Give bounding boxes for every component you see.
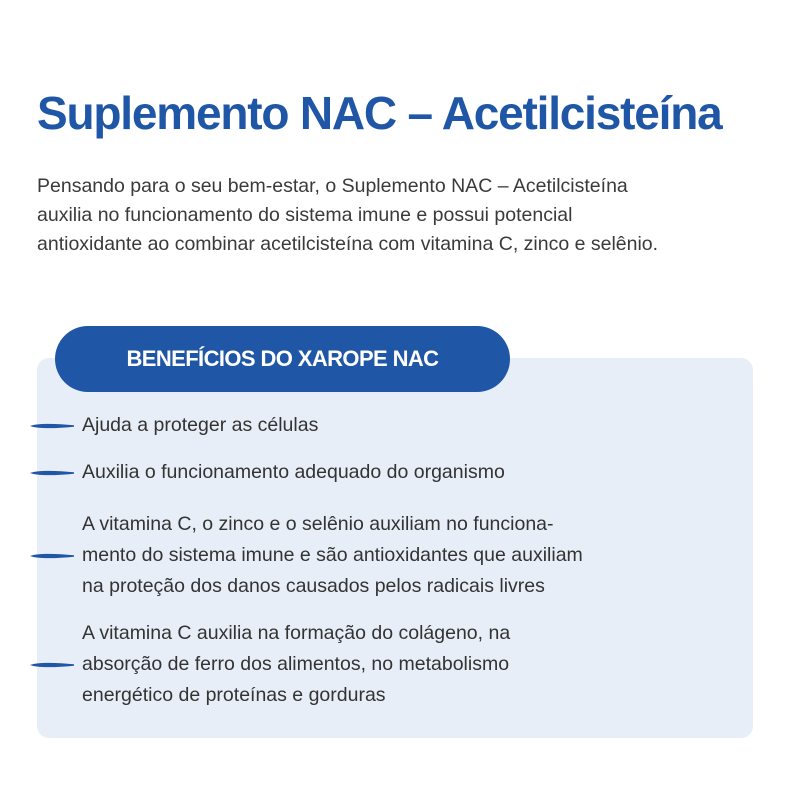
benefit-line: mento do sistema imune e são antioxidantes que auxiliam xyxy=(82,544,583,566)
intro-line: Pensando para o seu bem-estar, o Suplemento NAC – Acetilcisteína xyxy=(37,175,628,197)
benefit-text xyxy=(82,509,583,602)
benefit-text xyxy=(82,410,318,441)
brush-stroke-bullet-icon xyxy=(30,552,74,560)
benefit-line: A vitamina C, o zinco e o selênio auxiliam no funciona- xyxy=(82,513,554,535)
benefits-heading-pill xyxy=(55,326,510,392)
benefit-line: Auxilia o funcionamento adequado do organismo xyxy=(82,461,505,483)
benefit-item xyxy=(30,509,583,602)
intro-line: antioxidante ao combinar acetilcisteína com vitamina C, zinco e selênio. xyxy=(37,233,659,255)
brush-stroke-bullet-icon xyxy=(30,422,74,430)
benefit-line: energético de proteínas e gorduras xyxy=(82,684,386,706)
benefit-text xyxy=(82,457,505,488)
benefit-item xyxy=(30,618,510,711)
benefit-item xyxy=(30,410,318,441)
page-title: Suplemento NAC – Acetilcisteína xyxy=(37,87,722,139)
brush-stroke-bullet-icon xyxy=(30,469,74,477)
brush-stroke-bullet-icon xyxy=(30,661,74,669)
intro-line: auxilia no funcionamento do sistema imune e possui potencial xyxy=(37,204,573,226)
benefits-heading: BENEFÍCIOS DO XAROPE NAC xyxy=(126,346,439,371)
benefit-line: Ajuda a proteger as células xyxy=(82,414,319,436)
benefit-line: na proteção dos danos causados pelos radicais livres xyxy=(82,575,545,597)
benefit-line: absorção de ferro dos alimentos, no metabolismo xyxy=(82,653,510,675)
benefit-item xyxy=(30,457,505,488)
benefit-text xyxy=(82,618,510,711)
benefit-line: A vitamina C auxilia na formação do colágeno, na xyxy=(82,622,511,644)
intro-paragraph xyxy=(37,172,777,259)
